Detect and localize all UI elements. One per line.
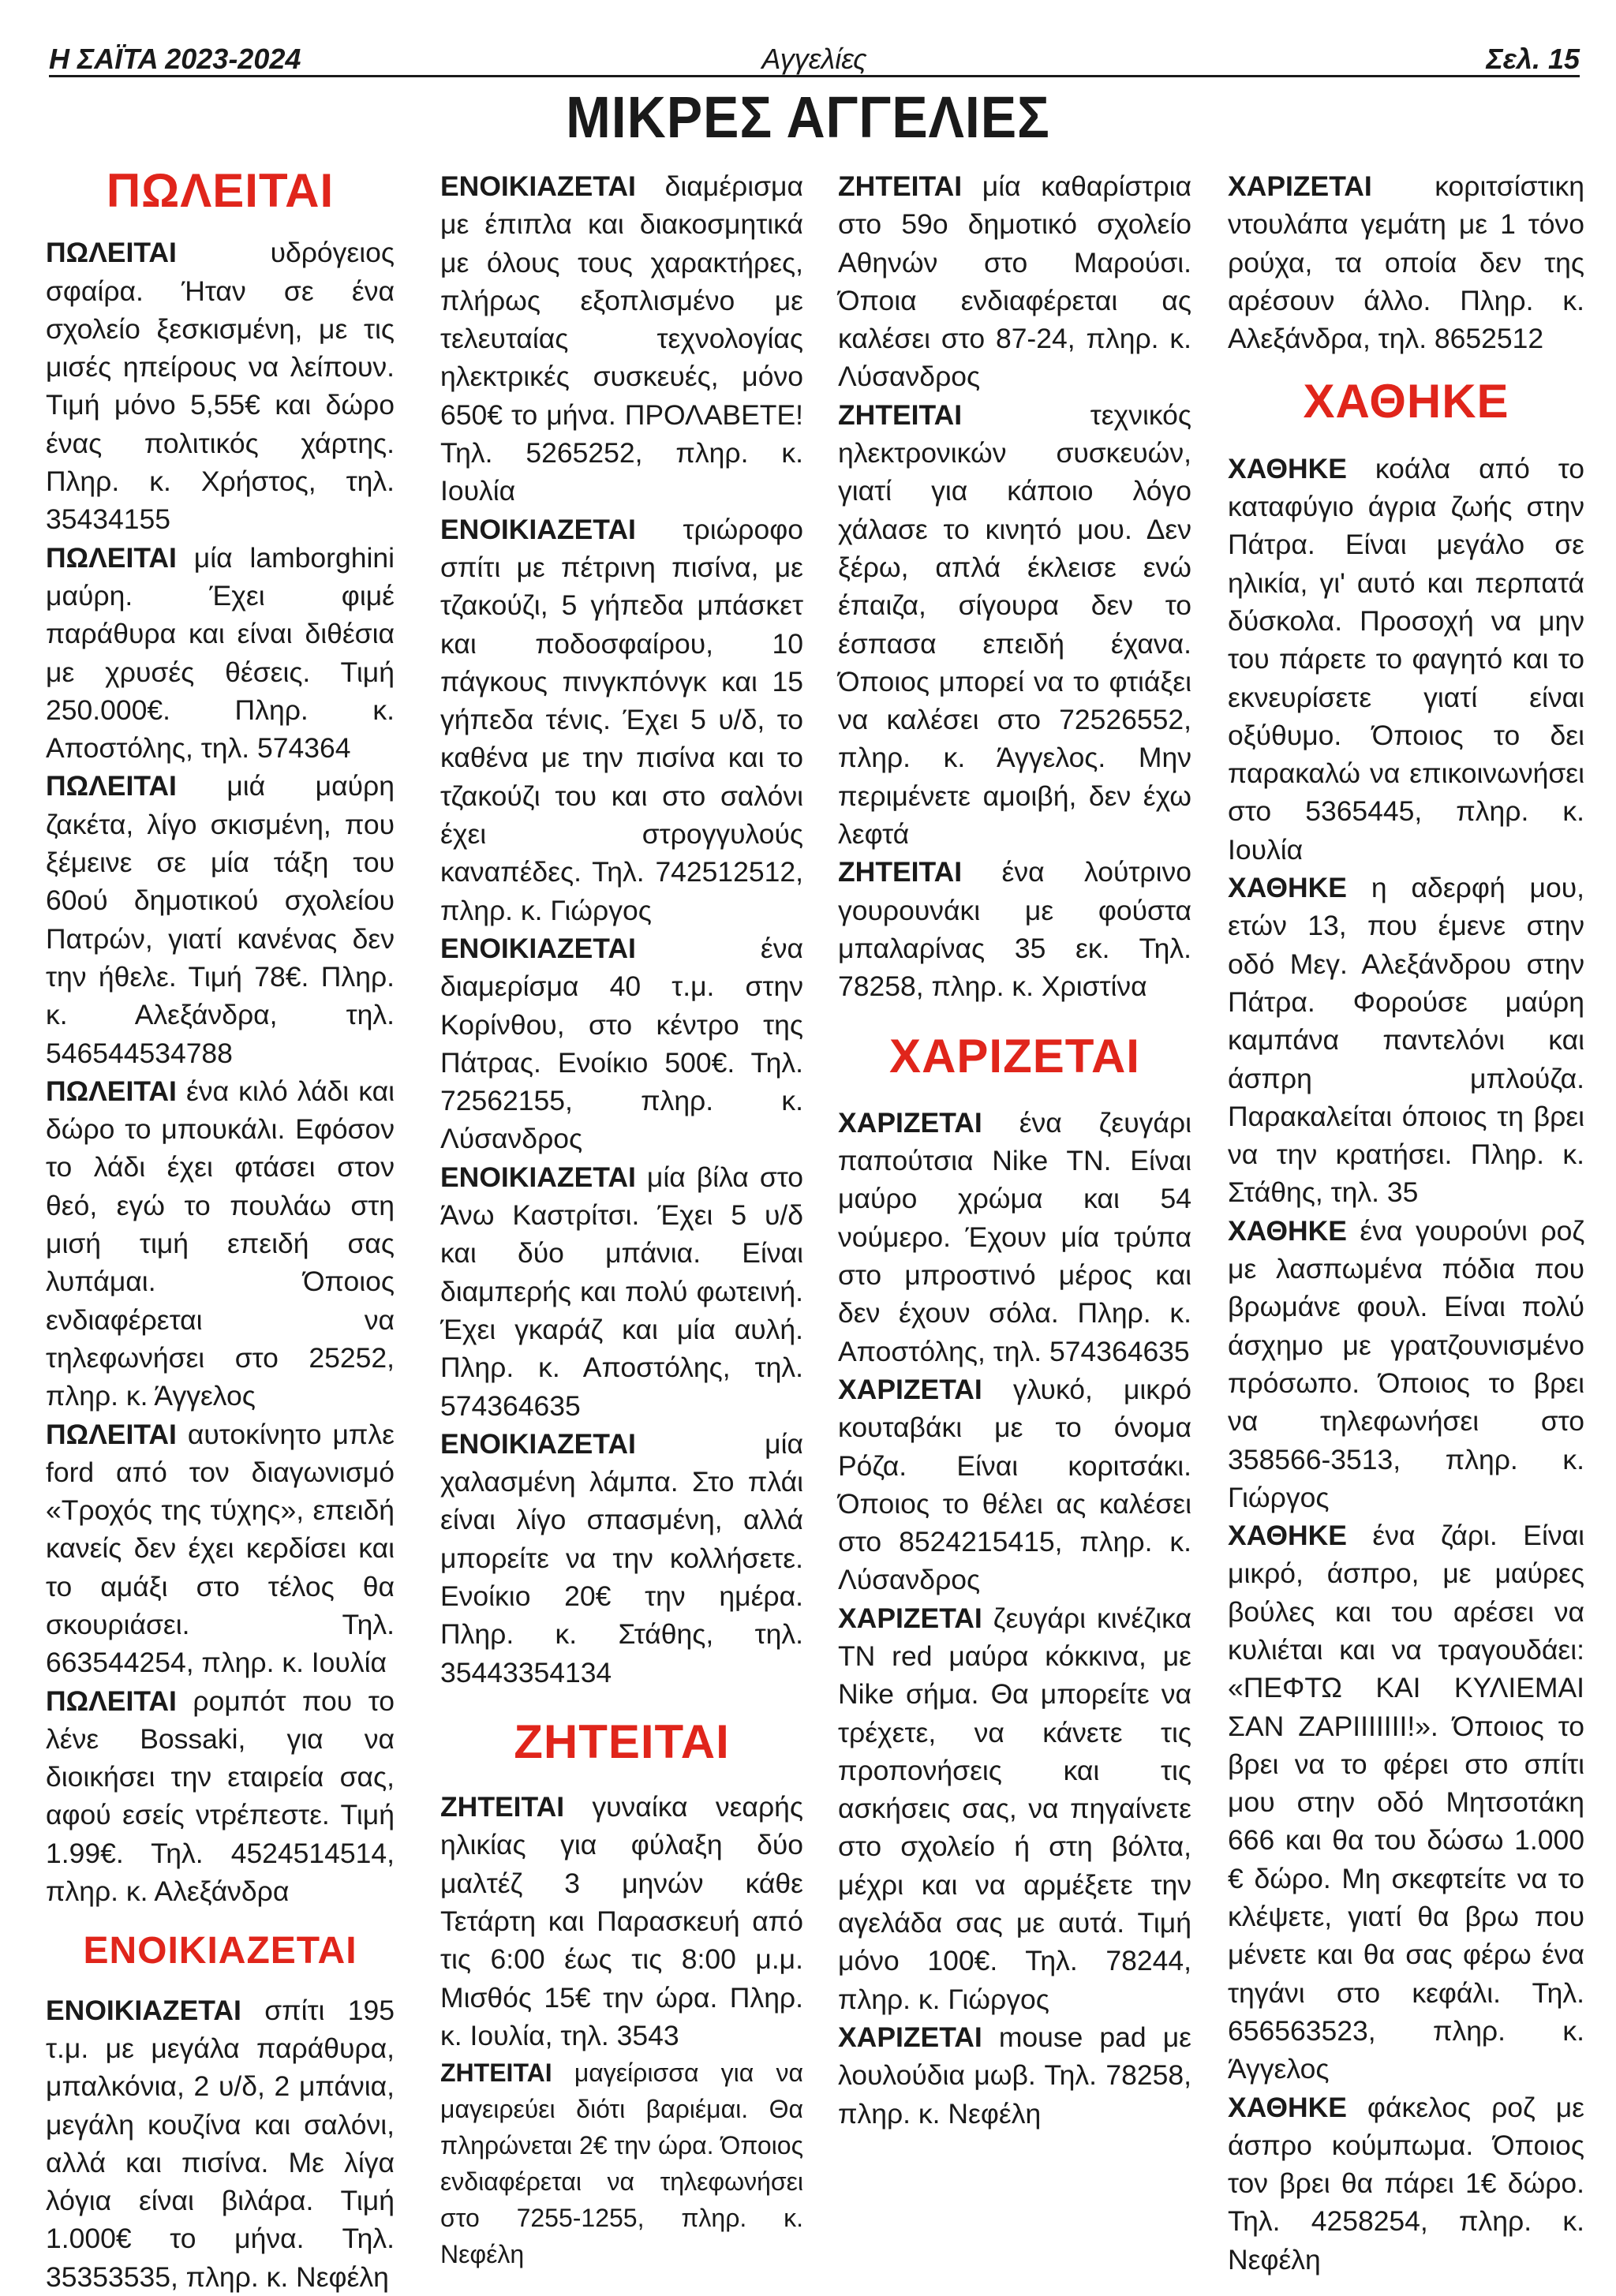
ad-xarizetai-5: ΧΑΡΙΖΕΤΑΙ κοριτσίστικη ντουλάπα γεμάτη με 1 τόνο ρούχα, τα οποία δεν της αρέσουν άλλο. Πληρ. κ. Αλεξάνδρα, τηλ. 8652512: [1228, 170, 1584, 355]
ad-xarizetai-4: ΧΑΡΙΖΕΤΑΙ mouse pad με λουλούδια μωβ. Τηλ. 78258, πληρ. κ. Νεφέλη: [838, 2021, 1191, 2130]
ad-poleitai-6: ΠΩΛΕΙΤΑΙ ρομπότ που το λένε Bossaki, για να διοικήσει την εταιρεία σας, αφού εσείς ντρέπεστε. Τιμή 1.99€. Τηλ. 4524514514, πληρ. κ. Αλεξάνδρα: [46, 1685, 395, 1908]
ad-xathike-5: ΧΑΘΗΚΕ φάκελος ροζ με άσπρο κούμπωμα. Όποιος τον βρει θα πάρει 1€ δώρο. Τηλ. 4258254, πληρ. κ. Νεφέλη: [1228, 2091, 1584, 2275]
heading-zhteitai: ΖΗΤΕΙΤΑΙ: [514, 1715, 730, 1768]
ad-zhteitai-2: ΖΗΤΕΙΤΑΙ μαγείρισσα για να μαγειρεύει διότι βαριέμαι. Θα πληρώνεται 2€ την ώρα. Όποιος ενδιαφέρεται να τηλεφωνήσει στο 7255-1255, πληρ. κ. Νεφέλη: [440, 2059, 803, 2269]
ad-xarizetai-3: ΧΑΡΙΖΕΤΑΙ ζευγάρι κινέζικα TN red μαύρα κόκκινα, με Nike σήμα. Θα μπορείτε να τρέχετε, να κάνετε τις προπονήσεις και τις ασκήσεις σας, να πηγαίνετε στο σχολείο ή στη βόλτα, μέχρι και να αρμέξετε την αγελάδα σας με αυτά. Τιμή μόνο 100€. Τηλ. 78244, πληρ. κ. Γιώργος: [838, 1602, 1191, 2015]
ad-poleitai-3: ΠΩΛΕΙΤΑΙ μιά μαύρη ζακέτα, λίγο σκισμένη, που ξέμεινε σε μία τάξη του 60ού δημοτικού σχολείου Πατρών, γιατί κανένας δεν την ήθελε. Τιμή 78€. Πληρ. κ. Αλεξάνδρα, τηλ. 546544534788: [46, 770, 395, 1069]
heading-xathike: ΧΑΘΗΚΕ: [1303, 375, 1509, 428]
ad-xarizetai-2: ΧΑΡΙΖΕΤΑΙ γλυκό, μικρό κουταβάκι με το όνομα Ρόζα. Είναι κοριτσάκι. Όποιος το θέλει ας καλέσει στο 8524215415, πληρ. κ. Λύσανδρος: [838, 1373, 1191, 1596]
ad-zhteitai-4: ΖΗΤΕΙΤΑΙ τεχνικός ηλεκτρονικών συσκευών, γιατί για κάποιο λόγο χάλασε το κινητό μου. Δεν ξέρω, απλά έκλεισε ενώ έπαιζα, σίγουρα δεν το έσπασα επειδή έχανα. Όποιος μπορεί να το φτιάξει να καλέσει στο 72526552, πληρ. κ. Άγγελος. Μην περιμένετε αμοιβή, δεν έχω λεφτά: [838, 398, 1191, 851]
ad-enoikiazetai-2: ΕΝΟΙΚΙΑΖΕΤΑΙ διαμέρισμα με έπιπλα και διακοσμητικά με όλους τους χαρακτήρες, πλήρως εξοπλισμένο με τελευταίας τεχνολογίας ηλεκτρικές συσκευές, μόνο 650€ το μήνα. ΠΡΟΛΑΒΕΤΕ! Τηλ. 5265252, πληρ. κ. Ιουλία: [440, 170, 803, 507]
ad-xathike-2: ΧΑΘΗΚΕ η αδερφή μου, ετών 13, που έμενε στην οδό Μεγ. Αλεξάνδρου στην Πάτρα. Φορούσε μαύρη καμπάνα παντελόνι και άσπρη μπλούζα. Παρακαλείται όποιος τη βρει να την κρατήσει. Πληρ. κ. Στάθης, τηλ. 35: [1228, 872, 1584, 1209]
ad-xathike-1: ΧΑΘΗΚΕ κοάλα από το καταφύγιο άγρια ζωής στην Πάτρα. Είναι μεγάλο σε ηλικία, γι' αυτό και περπατά δύσκολα. Προσοχή να μην του πάρετε το φαγητό και το εκνευρίσετε γιατί είναι οξύθυμο. Όποιος το δει παρακαλώ να επικοινωνήσει στο 5365445, πληρ. κ. Ιουλία: [1228, 452, 1584, 866]
ad-poleitai-5: ΠΩΛΕΙΤΑΙ αυτοκίνητο μπλε ford από τον διαγωνισμό «Τροχός της τύχης», επειδή κανείς δεν έχει κερδίσει και το αμάξι στο τέλος θα σκουριάσει. Τηλ. 663544254, πληρ. κ. Ιουλία: [46, 1418, 395, 1679]
ad-poleitai-4: ΠΩΛΕΙΤΑΙ ένα κιλό λάδι και δώρο το μπουκάλι. Εφόσον το λάδι έχει φτάσει στον θεό, εγώ το πουλάω στη μισή τιμή επειδή σας λυπάμαι. Όποιος ενδιαφέρεται να τηλεφωνήσει στο 25252, πληρ. κ. Άγγελος: [46, 1075, 395, 1412]
section-name: Αγγελίες: [761, 43, 867, 75]
page-header: [49, 43, 1580, 73]
ad-zhteitai-1: ΖΗΤΕΙΤΑΙ γυναίκα νεαρής ηλικίας για φύλαξη δύο μαλτέζ 3 μηνών κάθε Τετάρτη και Παρασκευή από τις 6:00 έως τις 8:00 μ.μ. Μισθός 15€ την ώρα. Πληρ. κ. Ιουλία, τηλ. 3543: [440, 1791, 803, 2051]
heading-poleitai: ΠΩΛΕΙΤΑΙ: [106, 164, 335, 217]
column-3: [838, 167, 1191, 2133]
ad-enoikiazetai-6: ΕΝΟΙΚΙΑΖΕΤΑΙ μία χαλασμένη λάμπα. Στο πλάι είναι λίγο σπασμένη, αλλά μπορείτε να την κολλήσετε. Ενοίκιο 20€ την ημέρα. Πληρ. κ. Στάθης, τηλ. 35443354134: [440, 1427, 803, 1688]
ad-poleitai-2: ΠΩΛΕΙΤΑΙ μία lamborghini μαύρη. Έχει φιμέ παράθυρα και είναι διθέσια με χρυσές θέσεις. Τιμή 250.000€. Πληρ. κ. Αποστόλης, τηλ. 574364: [46, 541, 395, 765]
page-number: Σελ. 15: [1486, 43, 1580, 75]
ad-zhteitai-5: ΖΗΤΕΙΤΑΙ ένα λούτρινο γουρουνάκι με φούστα μπαλαρίνας 35 εκ. Τηλ. 78258, πληρ. κ. Χριστίνα: [838, 856, 1191, 1003]
ad-enoikiazetai-3: ΕΝΟΙΚΙΑΖΕΤΑΙ τριώροφο σπίτι με πέτρινη πισίνα, με τζακούζι, 5 γήπεδα μπάσκετ και ποδοσφαίρου, 10 πάγκους πινγκπόνγκ και 15 γήπεδα τένις. Έχει 5 υ/δ, το καθένα με την πισίνα και το τζακούζι του και στο σαλόνι έχει στρογγυλούς καναπέδες. Τηλ. 742512512, πληρ. κ. Γιώργος: [440, 513, 803, 926]
page-title: ΜΙΚΡΕΣ ΑΓΓΕΛΙΕΣ: [566, 84, 1050, 150]
heading-enoikiazetai: ΕΝΟΙΚΙΑΖΕΤΑΙ: [83, 1930, 357, 1973]
ad-enoikiazetai-4: ΕΝΟΙΚΙΑΖΕΤΑΙ ένα διαμερίσμα 40 τ.μ. στην Κορίνθου, στο κέντρο της Πάτρας. Ενοίκιο 500€. Τηλ. 72562155, πληρ. κ. Λύσανδρος: [440, 932, 803, 1155]
newspaper-name: Η ΣΑΪΤΑ 2023-2024: [49, 43, 301, 75]
heading-xarizetai: ΧΑΡΙΖΕΤΑΙ: [889, 1029, 1140, 1083]
column-2: [440, 167, 803, 2272]
ad-enoikiazetai-5: ΕΝΟΙΚΙΑΖΕΤΑΙ μία βίλα στο Άνω Καστρίτσι. Έχει 5 υ/δ και δύο μπάνια. Είναι διαμπερής και πολύ φωτεινή. Έχει γκαράζ και μία αυλή. Πληρ. κ. Αποστόλης, τηλ. 574364635: [440, 1161, 803, 1422]
header-rule: [49, 75, 1580, 77]
ad-zhteitai-3: ΖΗΤΕΙΤΑΙ μία καθαρίστρια στο 59ο δημοτικό σχολείο Αθηνών στο Μαρούσι. Όποια ενδιαφέρεται ας καλέσει στο 87-24, πληρ. κ. Λύσανδρος: [838, 170, 1191, 393]
ad-xathike-3: ΧΑΘΗΚΕ ένα γουρούνι ροζ με λασπωμένα πόδια που βρωμάνε φουλ. Είναι πολύ άσχημο με γρατζουνισμένο πρόσωπο. Όποιος το βρει να τηλεφωνήσει στο 358566-3513, πληρ. κ. Γιώργος: [1228, 1214, 1584, 1513]
ad-xathike-4: ΧΑΘΗΚΕ ένα ζάρι. Είναι μικρό, άσπρο, με μαύρες βούλες και του αρέσει να κυλιέται και να τραγουδάει: «ΠΕΦΤΩ ΚΑΙ ΚΥΛΙΕΜΑΙ ΣΑΝ ΖΑΡΙΙΙΙΙΙΙ!». Όποιος το βρει να το φέρει στο σπίτι μου στην οδό Μητσοτάκη 666 και θα του δώσω 1.000 € δώρο. Μη σκεφτείτε να το κλέψετε, γιατί θα βρω που μένετε και θα σας φέρω ένα τηγάνι στο κεφάλι. Τηλ. 656563523, πληρ. κ. Άγγελος: [1228, 1520, 1584, 2085]
column-1: [46, 166, 395, 2296]
ad-poleitai-1: ΠΩΛΕΙΤΑΙ υδρόγειος σφαίρα. Ήταν σε ένα σχολείο ξεσκισμένη, με τις μισές ηπείρους να λείπουν. Τιμή μόνο 5,55€ και δώρο ένας πολιτικός χάρτης. Πληρ. κ. Χρήστος, τηλ. 35434155: [46, 237, 395, 536]
ad-enoikiazetai-1: ΕΝΟΙΚΙΑΖΕΤΑΙ σπίτι 195 τ.μ. με μεγάλα παράθυρα, μπαλκόνια, 2 υ/δ, 2 μπάνια, μεγάλη κουζίνα και σαλόνι, αλλά και πισίνα. Με λίγα λόγια είναι βιλάρα. Τιμή 1.000€ το μήνα. Τηλ. 35353535, πληρ. κ. Νεφέλη: [46, 1994, 395, 2293]
ad-xarizetai-1: ΧΑΡΙΖΕΤΑΙ ένα ζευγάρι παπούτσια Nike TN. Είναι μαύρο χρώμα και 54 νούμερο. Έχουν μία τρύπα στο μπροστινό μέρος και δεν έχουν σόλα. Πληρ. κ. Αποστόλης, τηλ. 574364635: [838, 1106, 1191, 1367]
column-4: [1228, 167, 1584, 2279]
